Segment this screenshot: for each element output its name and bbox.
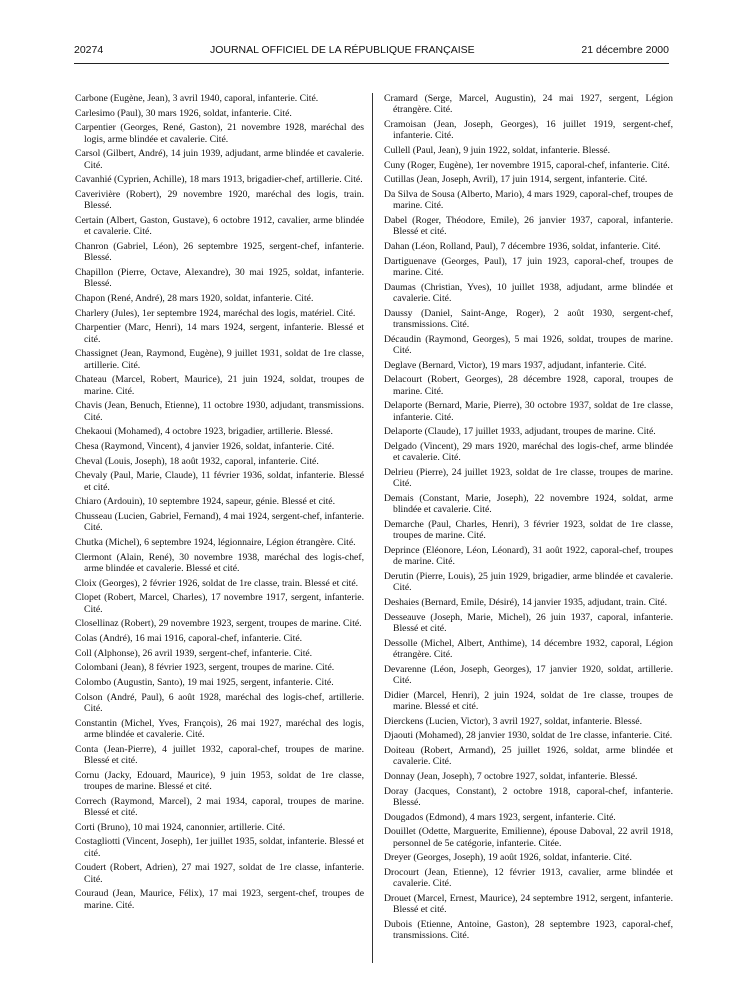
list-item: Dougados (Edmond), 4 mars 1923, sergent, infanterie. Cité.: [384, 811, 616, 823]
list-item: Cramoisan (Jean, Joseph, Georges), 16 juillet 1919, sergent-chef, infanterie. Cité.: [384, 118, 673, 142]
page-number: 20274: [74, 44, 104, 56]
list-item: Cavanhié (Cyprien, Achille), 18 mars 1913, brigadier-chef, artillerie. Cité.: [75, 174, 363, 186]
list-item: Deglave (Bernard, Victor), 19 mars 1937, adjudant, infanterie. Cité.: [384, 359, 647, 371]
list-item: Cornu (Jacky, Edouard, Maurice), 9 juin 1953, soldat de 1re classe, troupes de marine. Blessé et cité.: [75, 769, 364, 793]
list-item: Cramard (Serge, Marcel, Augustin), 24 mai 1927, sergent, Légion étrangère. Cité.: [384, 93, 673, 116]
right-column: [384, 93, 673, 945]
list-item: Desseauve (Joseph, Marie, Michel), 26 juin 1937, caporal, infanterie. Blessé et cité.: [384, 611, 673, 634]
list-item: Coudert (Robert, Adrien), 27 mai 1927, soldat de 1re classe, infanterie. Cité.: [75, 862, 364, 885]
list-item: Certain (Albert, Gaston, Gustave), 6 octobre 1912, cavalier, arme blindée et cavalerie. Cité.: [75, 215, 364, 238]
list-item: Dierckens (Lucien, Victor), 3 avril 1927, soldat, infanterie. Blessé.: [384, 715, 643, 727]
header-rule: [74, 63, 669, 64]
list-item: Chateau (Marcel, Robert, Maurice), 21 juin 1924, soldat, troupes de marine. Cité.: [75, 374, 364, 397]
list-item: Cheval (Louis, Joseph), 18 août 1932, caporal, infanterie. Cité.: [75, 455, 319, 467]
list-item: Djaouti (Mohamed), 28 janvier 1930, soldat de 1re classe, infanterie. Cité.: [384, 730, 673, 742]
list-item: Charpentier (Marc, Henri), 14 mars 1924, sergent, infanterie. Blessé et cité.: [75, 322, 364, 345]
list-item: Chusseau (Lucien, Gabriel, Fernand), 4 mai 1924, sergent-chef, infanterie. Cité.: [75, 511, 364, 534]
list-item: Demais (Constant, Marie, Joseph), 22 novembre 1924, soldat, arme blindée et cavalerie. Cité.: [384, 492, 673, 516]
list-item: Delrieu (Pierre), 24 juillet 1923, soldat de 1re classe, troupes de marine. Cité.: [384, 466, 673, 490]
list-item: Derutin (Pierre, Louis), 25 juin 1929, brigadier, arme blindée et cavalerie. Cité.: [384, 570, 673, 594]
list-item: Da Silva de Sousa (Alberto, Mario), 4 mars 1929, caporal-chef, troupes de marine. Cité.: [384, 189, 673, 212]
list-item: Deprince (Eléonore, Léon, Léonard), 31 août 1922, caporal-chef, troupes de marine. Cité.: [384, 544, 673, 568]
list-item: Didier (Marcel, Henri), 2 juin 1924, soldat de 1re classe, troupes de marine. Blessé et cité.: [384, 689, 673, 712]
list-item: Corti (Bruno), 10 mai 1924, canonnier, artillerie. Cité.: [75, 821, 285, 833]
list-item: Chapon (René, André), 28 mars 1920, soldat, infanterie. Cité.: [75, 292, 314, 304]
list-item: Closellinaz (Robert), 29 novembre 1923, sergent, troupes de marine. Cité.: [75, 618, 362, 630]
list-item: Deshaies (Bernard, Emile, Désiré), 14 janvier 1935, adjudant, train. Cité.: [384, 596, 668, 608]
list-item: Dabel (Roger, Théodore, Emile), 26 janvier 1937, caporal, infanterie. Blessé et cité.: [384, 215, 673, 238]
list-item: Carlesimo (Paul), 30 mars 1926, soldat, infanterie. Cité.: [75, 107, 292, 119]
list-item: Carbone (Eugène, Jean), 3 avril 1940, caporal, infanterie. Cité.: [75, 93, 319, 104]
list-item: Chutka (Michel), 6 septembre 1924, légionnaire, Légion étrangère. Cité.: [75, 537, 356, 548]
list-item: Correch (Raymond, Marcel), 2 mai 1934, caporal, troupes de marine. Blessé et cité.: [75, 795, 364, 819]
list-item: Coll (Alphonse), 26 avril 1939, sergent-chef, infanterie. Cité.: [75, 647, 313, 659]
list-item: Colombo (Augustin, Santo), 19 mai 1925, sergent, infanterie. Cité.: [75, 677, 334, 689]
list-item: Costagliotti (Vincent, Joseph), 1er juillet 1935, soldat, infanterie. Blessé et cité.: [75, 836, 364, 859]
list-item: Donnay (Jean, Joseph), 7 octobre 1927, soldat, infanterie. Blessé.: [384, 770, 638, 782]
list-item: Clermont (Alain, René), 30 novembre 1938, maréchal des logis-chef, arme blindée et cavalerie. Blessé et cité.: [75, 551, 364, 574]
list-item: Charlery (Jules), 1er septembre 1924, maréchal des logis, matériel. Cité.: [75, 307, 356, 319]
journal-title: JOURNAL OFFICIEL DE LA RÉPUBLIQUE FRANÇAISE: [209, 44, 475, 56]
column-divider: [372, 93, 373, 963]
list-item: Chavis (Jean, Benuch, Etienne), 11 octobre 1930, adjudant, transmissions. Cité.: [75, 400, 364, 423]
list-item: Cloix (Georges), 2 février 1926, soldat de 1re classe, train. Blessé et cité.: [75, 577, 359, 589]
list-item: Daumas (Christian, Yves), 10 juillet 1938, adjudant, arme blindée et cavalerie. Cité.: [384, 281, 673, 304]
list-item: Cullell (Paul, Jean), 9 juin 1922, soldat, infanterie. Blessé.: [384, 144, 611, 156]
list-item: Drouet (Marcel, Ernest, Maurice), 24 septembre 1912, sergent, infanterie. Blessé et cité.: [384, 892, 673, 916]
page-header: [74, 44, 669, 64]
list-item: Chiaro (Ardouin), 10 septembre 1924, sapeur, génie. Blessé et cité.: [75, 496, 336, 508]
list-item: Dubois (Etienne, Antoine, Gaston), 28 septembre 1923, caporal-chef, transmissions. Cité.: [384, 918, 673, 942]
left-column: [75, 93, 364, 914]
list-item: Cutillas (Jean, Joseph, Avril), 17 juin 1914, sergent, infanterie. Cité.: [384, 174, 648, 186]
list-item: Dreyer (Georges, Joseph), 19 août 1926, soldat, infanterie. Cité.: [384, 852, 632, 864]
list-item: Drocourt (Jean, Etienne), 12 février 1913, cavalier, arme blindée et cavalerie. Cité.: [384, 866, 673, 890]
list-item: Chanron (Gabriel, Léon), 26 septembre 1925, sergent-chef, infanterie. Blessé.: [75, 241, 364, 264]
list-item: Chesa (Raymond, Vincent), 4 janvier 1926, soldat, infanterie. Cité.: [75, 440, 335, 452]
list-item: Delgado (Vincent), 29 mars 1920, maréchal des logis-chef, arme blindée et cavalerie. Cité.: [384, 440, 673, 464]
issue-date: 21 décembre 2000: [581, 44, 669, 56]
list-item: Chassignet (Jean, Raymond, Eugène), 9 juillet 1931, soldat de 1re classe, artillerie. Cité.: [75, 348, 364, 371]
list-item: Conta (Jean-Pierre), 4 juillet 1932, caporal-chef, troupes de marine. Blessé et cité.: [75, 743, 364, 767]
list-item: Doiteau (Robert, Armand), 25 juillet 1926, soldat, arme blindée et cavalerie. Cité.: [384, 744, 673, 768]
list-item: Couraud (Jean, Maurice, Félix), 17 mai 1923, sergent-chef, troupes de marine. Cité.: [75, 888, 364, 911]
list-item: Colson (André, Paul), 6 août 1928, maréchal des logis-chef, artillerie. Cité.: [75, 691, 364, 715]
list-item: Clopet (Robert, Marcel, Charles), 17 novembre 1917, sergent, infanterie. Cité.: [75, 592, 364, 615]
list-item: Dahan (Léon, Rolland, Paul), 7 décembre 1936, soldat, infanterie. Cité.: [384, 241, 661, 252]
list-item: Devarenne (Léon, Joseph, Georges), 17 janvier 1920, soldat, artillerie. Cité.: [384, 663, 673, 686]
list-item: Chevaly (Paul, Marie, Claude), 11 février 1936, soldat, infanterie. Blessé et cité.: [75, 470, 364, 493]
list-item: Constantin (Michel, Yves, François), 26 mai 1927, maréchal des logis, arme blindée et cavalerie. Cité.: [75, 717, 364, 741]
list-item: Daussy (Daniel, Saint-Ange, Roger), 2 août 1930, sergent-chef, transmissions. Cité.: [384, 307, 673, 330]
list-item: Chapillon (Pierre, Octave, Alexandre), 30 mai 1925, soldat, infanterie. Blessé.: [75, 266, 364, 290]
list-item: Dartiguenave (Georges, Paul), 17 juin 1923, caporal-chef, troupes de marine. Cité.: [384, 255, 673, 278]
list-item: Carsol (Gilbert, André), 14 juin 1939, adjudant, arme blindée et cavalerie. Cité.: [75, 148, 364, 171]
list-item: Cuny (Roger, Eugène), 1er novembre 1915, caporal-chef, infanterie. Cité.: [384, 159, 670, 171]
list-item: Douillet (Odette, Marguerite, Emilienne), épouse Daboval, 22 avril 1918, personnel de 5e catégorie, infanterie. Citée.: [384, 826, 673, 849]
list-item: Décaudin (Raymond, Georges), 5 mai 1926, soldat, troupes de marine. Cité.: [384, 333, 673, 356]
list-item: Demarche (Paul, Charles, Henri), 3 février 1923, soldat de 1re classe, troupes de marine. Cité.: [384, 518, 673, 542]
list-item: Delaporte (Bernard, Marie, Pierre), 30 octobre 1937, soldat de 1re classe, infanterie. Cité.: [384, 400, 673, 423]
list-item: Carpentier (Georges, René, Gaston), 21 novembre 1928, maréchal des logis, arme blindée et cavalerie. Cité.: [75, 122, 364, 145]
list-item: Doray (Jacques, Constant), 2 octobre 1918, caporal-chef, infanterie. Blessé.: [384, 785, 673, 808]
list-item: Delacourt (Robert, Georges), 28 décembre 1928, caporal, troupes de marine. Cité.: [384, 374, 673, 397]
list-item: Colas (André), 16 mai 1916, caporal-chef, infanterie. Cité.: [75, 633, 303, 645]
list-item: Delaporte (Claude), 17 juillet 1933, adjudant, troupes de marine. Cité.: [384, 426, 656, 438]
list-item: Dessolle (Michel, Albert, Anthime), 14 décembre 1932, caporal, Légion étrangère. Cité.: [384, 637, 673, 660]
list-item: Caverivière (Robert), 29 novembre 1920, maréchal des logis, train. Blessé.: [75, 189, 364, 212]
list-item: Colombani (Jean), 8 février 1923, sergent, troupes de marine. Cité.: [75, 662, 335, 674]
list-item: Chekaoui (Mohamed), 4 octobre 1923, brigadier, artillerie. Blessé.: [75, 426, 333, 438]
